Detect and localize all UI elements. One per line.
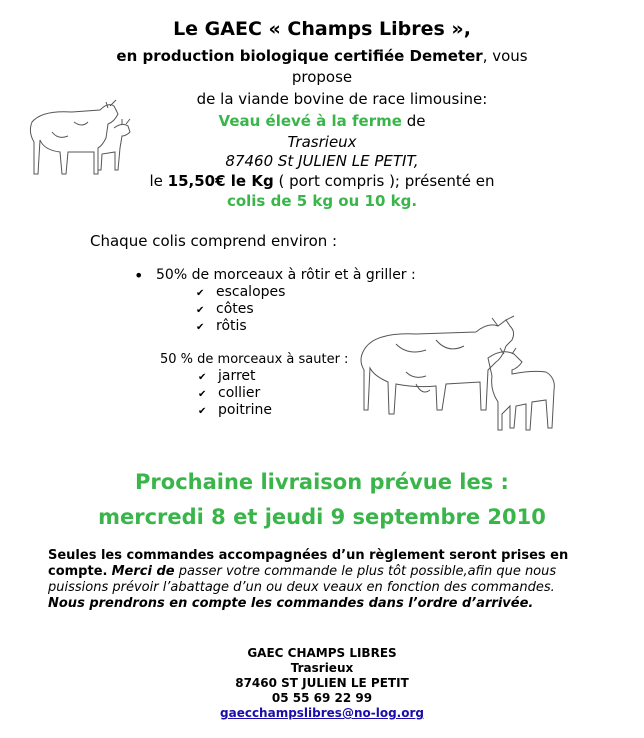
- footer-phone: 05 55 69 22 99: [271, 691, 373, 705]
- certification-text: en production biologique certifiée Demeter: [116, 47, 483, 65]
- check-icon: ✔: [196, 305, 205, 316]
- email-link[interactable]: gaecchampslibres@no-log.org: [220, 706, 424, 720]
- price-text: 15,50€ le Kg: [167, 172, 274, 190]
- price-prefix: le: [149, 172, 168, 190]
- order-notes: [48, 548, 608, 612]
- check-icon: ✔: [198, 406, 207, 417]
- header-line-5: Trasrieux: [287, 133, 357, 151]
- footer-email-line: [0, 705, 644, 721]
- list-item: collier: [218, 385, 261, 401]
- order-early-text: passer votre commande le plus tôt possible,afin que nous puissions prévoir l’abattage d’un ou deux veaux en fonction des commandes.: [48, 564, 557, 595]
- list-item: rôtis: [216, 318, 247, 334]
- delivery-heading: Prochaine livraison prévue les :: [135, 470, 509, 494]
- header-line-4-rest: de: [401, 112, 426, 130]
- package-sizes: colis de 5 kg ou 10 kg.: [226, 192, 418, 210]
- header-line-2: propose: [291, 68, 353, 86]
- list-item: escalopes: [216, 284, 286, 300]
- group-roast-title: 50% de morceaux à rôtir et à griller :: [156, 267, 416, 283]
- footer-name: GAEC CHAMPS LIBRES: [247, 646, 397, 660]
- thanks-text: Merci de: [111, 564, 175, 579]
- flyer-title: Le GAEC « Champs Libres »,: [173, 18, 471, 40]
- delivery-dates: mercredi 8 et jeudi 9 septembre 2010: [98, 505, 546, 529]
- header-line-6: 87460 St JULIEN LE PETIT,: [225, 152, 419, 170]
- footer-place: Trasrieux: [290, 661, 354, 675]
- check-icon: ✔: [198, 372, 207, 383]
- check-icon: ✔: [196, 322, 205, 333]
- list-item: côtes: [216, 301, 254, 317]
- price-rest: ( port compris ); présenté en: [273, 172, 495, 190]
- list-item: poitrine: [218, 402, 272, 418]
- list-item: jarret: [218, 368, 256, 384]
- header-line-3: de la viande bovine de race limousine:: [196, 90, 488, 108]
- check-icon: ✔: [196, 288, 205, 299]
- header-line-1-rest: , vous: [482, 47, 528, 65]
- cow-calf-illustration-small: [22, 92, 152, 192]
- footer-city: 87460 ST JULIEN LE PETIT: [235, 676, 409, 690]
- check-icon: ✔: [198, 389, 207, 400]
- bullet-icon: •: [134, 266, 144, 285]
- veal-heading: Veau élevé à la ferme: [218, 112, 402, 130]
- group-saute-title: 50 % de morceaux à sauter :: [160, 352, 349, 367]
- order-arrival-text: Nous prendrons en compte les commandes dans l’ordre d’arrivée.: [48, 596, 534, 611]
- payment-requirement: Seules les commandes accompagnées d’un règlement seront prises en compte.: [48, 548, 569, 579]
- package-intro: Chaque colis comprend environ :: [90, 232, 338, 250]
- cow-calf-illustration-large: [356, 310, 566, 440]
- header-line-1: [0, 47, 644, 65]
